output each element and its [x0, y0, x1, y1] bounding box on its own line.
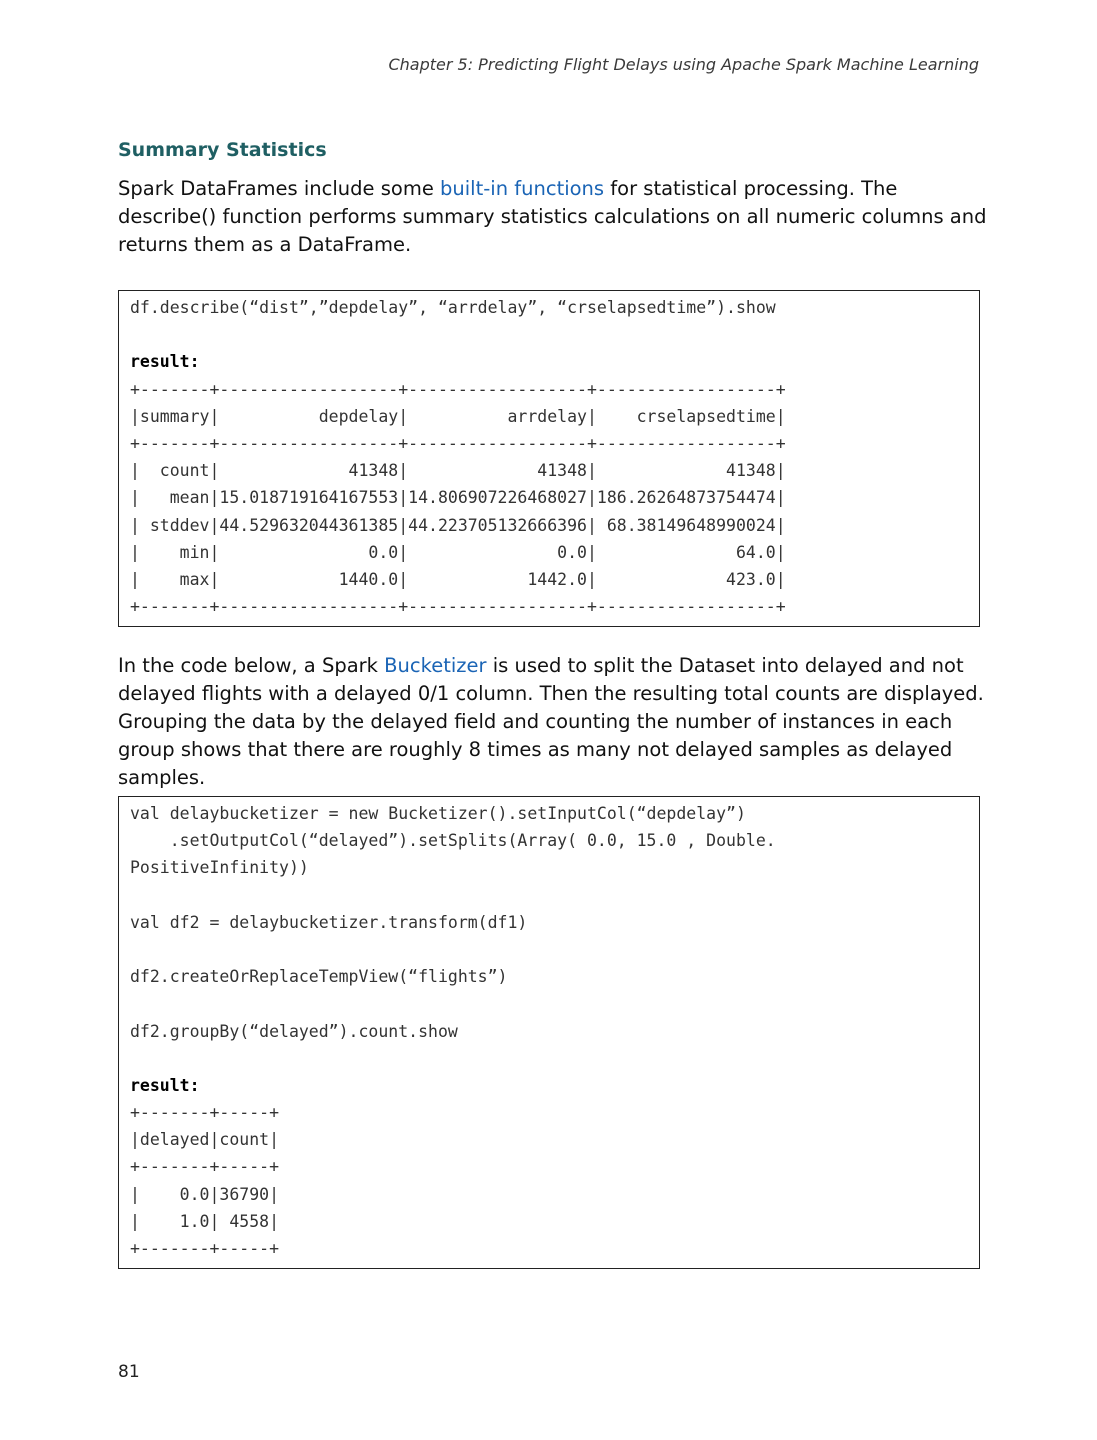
table-line: +-------+------------------+------------------+------------------+ — [130, 379, 786, 399]
code-line: df.describe(“dist”,”depdelay”, “arrdelay”, “crselapsedtime”).show — [130, 298, 776, 317]
code-line: val delaybucketizer = new Bucketizer().setInputCol(“depdelay”) — [130, 804, 746, 823]
code-line: val df2 = delaybucketizer.transform(df1) — [130, 912, 528, 932]
blank-line — [130, 882, 979, 909]
table-line: +-------+------------------+------------------+------------------+ — [130, 433, 786, 453]
intro-paragraph — [118, 175, 988, 259]
table-line: +-------+-----+ — [130, 1103, 280, 1123]
table-line: | 1.0| 4558| — [130, 1211, 280, 1231]
code-line: PositiveInfinity)) — [130, 858, 309, 878]
table-line: | count| 41348| 41348| 41348| — [130, 461, 786, 481]
table-line: +-------+-----+ — [130, 1157, 280, 1177]
table-line: | stddev|44.529632044361385|44.223705132666396| 68.38149648990024| — [130, 515, 786, 535]
table-line: +-------+-----+ — [130, 1239, 280, 1258]
code-line: df2.createOrReplaceTempView(“flights”) — [130, 967, 508, 987]
table-line: |delayed|count| — [130, 1130, 280, 1150]
paragraph-text: Spark DataFrames include some — [118, 177, 441, 200]
bucketizer-link[interactable]: Bucketizer — [384, 654, 487, 677]
blank-line — [130, 1045, 979, 1072]
paragraph-text: is used to split the Dataset into delayed and not delayed flights with a delayed 0/1 column. Then the resulting total counts are displayed. Grouping the data by the delayed field and counting the number of instances in each group shows that there are roughly 8 times as many not delayed samples as delayed samples. — [118, 654, 984, 789]
table-line: | max| 1440.0| 1442.0| 423.0| — [130, 569, 786, 589]
table-line: | mean|15.018719164167553|14.806907226468027|186.26264873754474| — [130, 488, 786, 508]
describe-code-block — [118, 290, 980, 627]
table-line: +-------+------------------+------------------+------------------+ — [130, 597, 786, 617]
bucketizer-paragraph — [118, 652, 988, 792]
bucketizer-code-block — [118, 796, 980, 1269]
page-number: 81 — [118, 1362, 140, 1382]
paragraph-text: In the code below, a Spark — [118, 654, 385, 677]
section-title: Summary Statistics — [118, 139, 327, 161]
built-in-functions-link[interactable]: built-in functions — [440, 177, 605, 200]
running-header: Chapter 5: Predicting Flight Delays using Apache Spark Machine Learning — [388, 55, 979, 74]
paragraph-text: for statistical processing. The describe() function performs summary statistics calculations on all numeric columns and returns them as a DataFrame. — [118, 177, 987, 256]
result-label: result: — [130, 1075, 200, 1095]
code-line: df2.groupBy(“delayed”).count.show — [130, 1021, 458, 1041]
blank-line — [130, 990, 979, 1017]
blank-line — [130, 321, 979, 348]
table-line: |summary| depdelay| arrdelay| crselapsedtime| — [130, 406, 786, 426]
result-label: result: — [130, 352, 200, 372]
blank-line — [130, 936, 979, 963]
table-line: | 0.0|36790| — [130, 1184, 280, 1204]
table-line: | min| 0.0| 0.0| 64.0| — [130, 542, 786, 562]
code-line: .setOutputCol(“delayed”).setSplits(Array( 0.0, 15.0 , Double. — [130, 831, 776, 851]
